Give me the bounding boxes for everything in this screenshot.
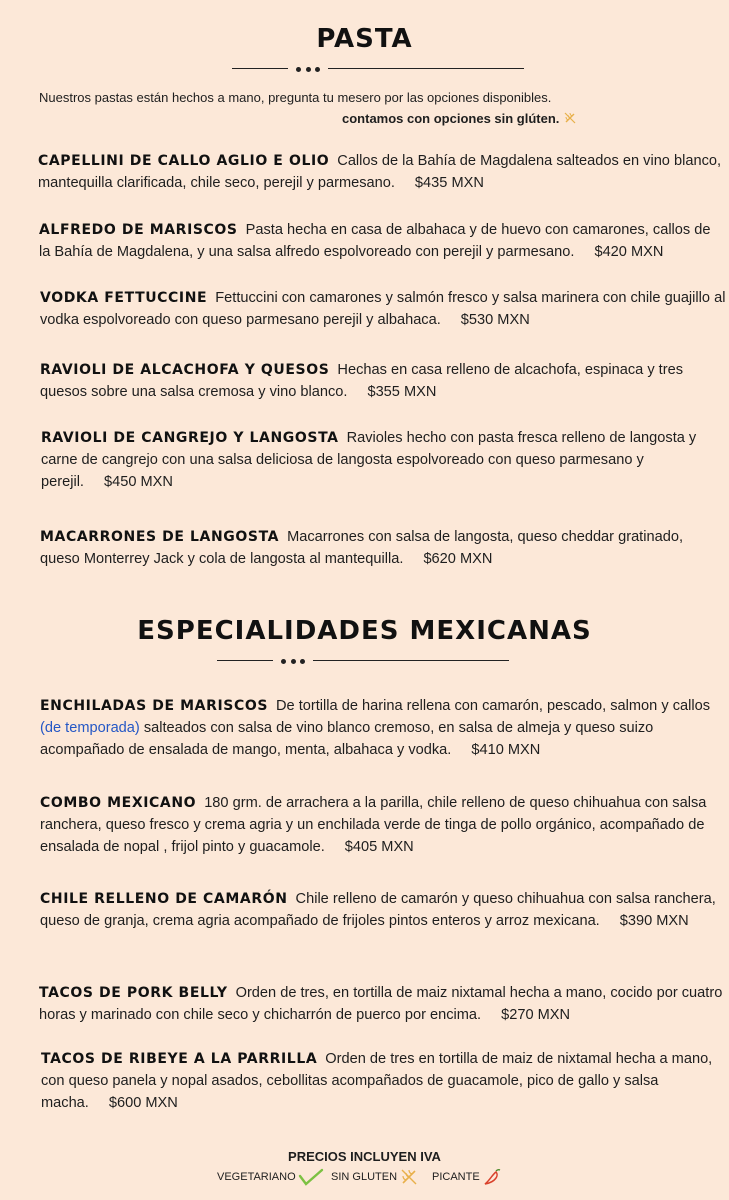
menu-item: MACARRONES DE LANGOSTA Macarrones con salsa de langosta, queso cheddar gratinado, queso Monterrey Jack y cola de langosta al mantequilla. $620 MXN: [40, 529, 683, 567]
footer-title: PRECIOS INCLUYEN IVA: [288, 1149, 441, 1164]
wheat-crossed-icon: [399, 1168, 419, 1186]
menu-item: COMBO MEXICANO 180 grm. de arrachera a la parilla, chile relleno de queso chihuahua con salsa ranchera, queso fresco y crema agria y un enchilada verde de tinga de pollo orgánico, acompañado de ensalada de nopal , frijol pinto y guacamole. $405 MXN: [40, 795, 707, 855]
menu-item: VODKA FETTUCCINE Fettuccini con camarones y salmón fresco y salsa marinera con chile guajillo al vodka espolvoreado con queso parmesano perejil y albahaca. $530 MXN: [40, 290, 726, 328]
legend-gluten-free: SIN GLUTEN: [331, 1168, 419, 1186]
legend-vegetarian: VEGETARIANO: [217, 1168, 324, 1186]
season-note: (de temporada): [40, 720, 140, 736]
pasta-intro: Nuestros pastas están hechos a mano, pregunta tu mesero por las opciones disponibles.: [39, 90, 552, 105]
mexicanas-title: ESPECIALIDADES MEXICANAS: [137, 616, 592, 646]
check-icon: [298, 1168, 324, 1186]
menu-item: CHILE RELLENO DE CAMARÓN Chile relleno de camarón y queso chihuahua con salsa ranchera, queso de granja, crema agria acompañado de frijoles pintos enteros y arroz mexicana. $390 MXN: [40, 891, 716, 929]
pasta-title: PASTA: [316, 24, 413, 54]
menu-item: RAVIOLI DE ALCACHOFA Y QUESOS Hechas en casa relleno de alcachofa, espinaca y tres quesos sobre una salsa cremosa y vino blanco. $355 MXN: [40, 362, 684, 400]
chili-icon: [482, 1168, 502, 1186]
legend-spicy: PICANTE: [432, 1168, 502, 1186]
menu-item: RAVIOLI DE CANGREJO Y LANGOSTA Ravioles hecho con pasta fresca relleno de langosta y carne de cangrejo con una salsa deliciosa de langosta espolvoreado con queso parmesano y perejil. $450 MXN: [41, 430, 697, 490]
menu-item: TACOS DE RIBEYE A LA PARRILLA Orden de tres en tortilla de maiz de nixtamal hecha a mano, con queso panela y nopal asados, cebollitas acompañados de guacamole, pico de gallo y salsa macha. $600 MXN: [41, 1051, 713, 1111]
pasta-divider: [232, 63, 524, 75]
wheat-crossed-icon: [563, 111, 577, 125]
menu-item: ENCHILADAS DE MARISCOS De tortilla de harina rellena con camarón, pescado, salmon y callos (de temporada) salteados con salsa de vino blanco cremoso, en salsa de almeja y queso suizo acompañado de ensalada de mango, menta, albahaca y vodka. $410 MXN: [40, 698, 711, 758]
gluten-note: contamos con opciones sin glúten.: [342, 111, 577, 126]
menu-item: ALFREDO DE MARISCOS Pasta hecha en casa de albahaca y de huevo con camarones, callos de la Bahía de Magdalena, y una salsa alfredo espolvoreado con perejil y parmesano. $420 MXN: [39, 222, 711, 260]
menu-item: CAPELLINI DE CALLO AGLIO E OLIO Callos de la Bahía de Magdalena salteados en vino blanco, mantequilla clarificada, chile seco, perejil y parmesano. $435 MXN: [38, 153, 722, 191]
mexicanas-divider: [217, 655, 509, 667]
menu-item: TACOS DE PORK BELLY Orden de tres, en tortilla de maiz nixtamal hecha a mano, cocido por cuatro horas y marinado con chile seco y chicharrón de puerco por encima. $270 MXN: [39, 985, 723, 1023]
